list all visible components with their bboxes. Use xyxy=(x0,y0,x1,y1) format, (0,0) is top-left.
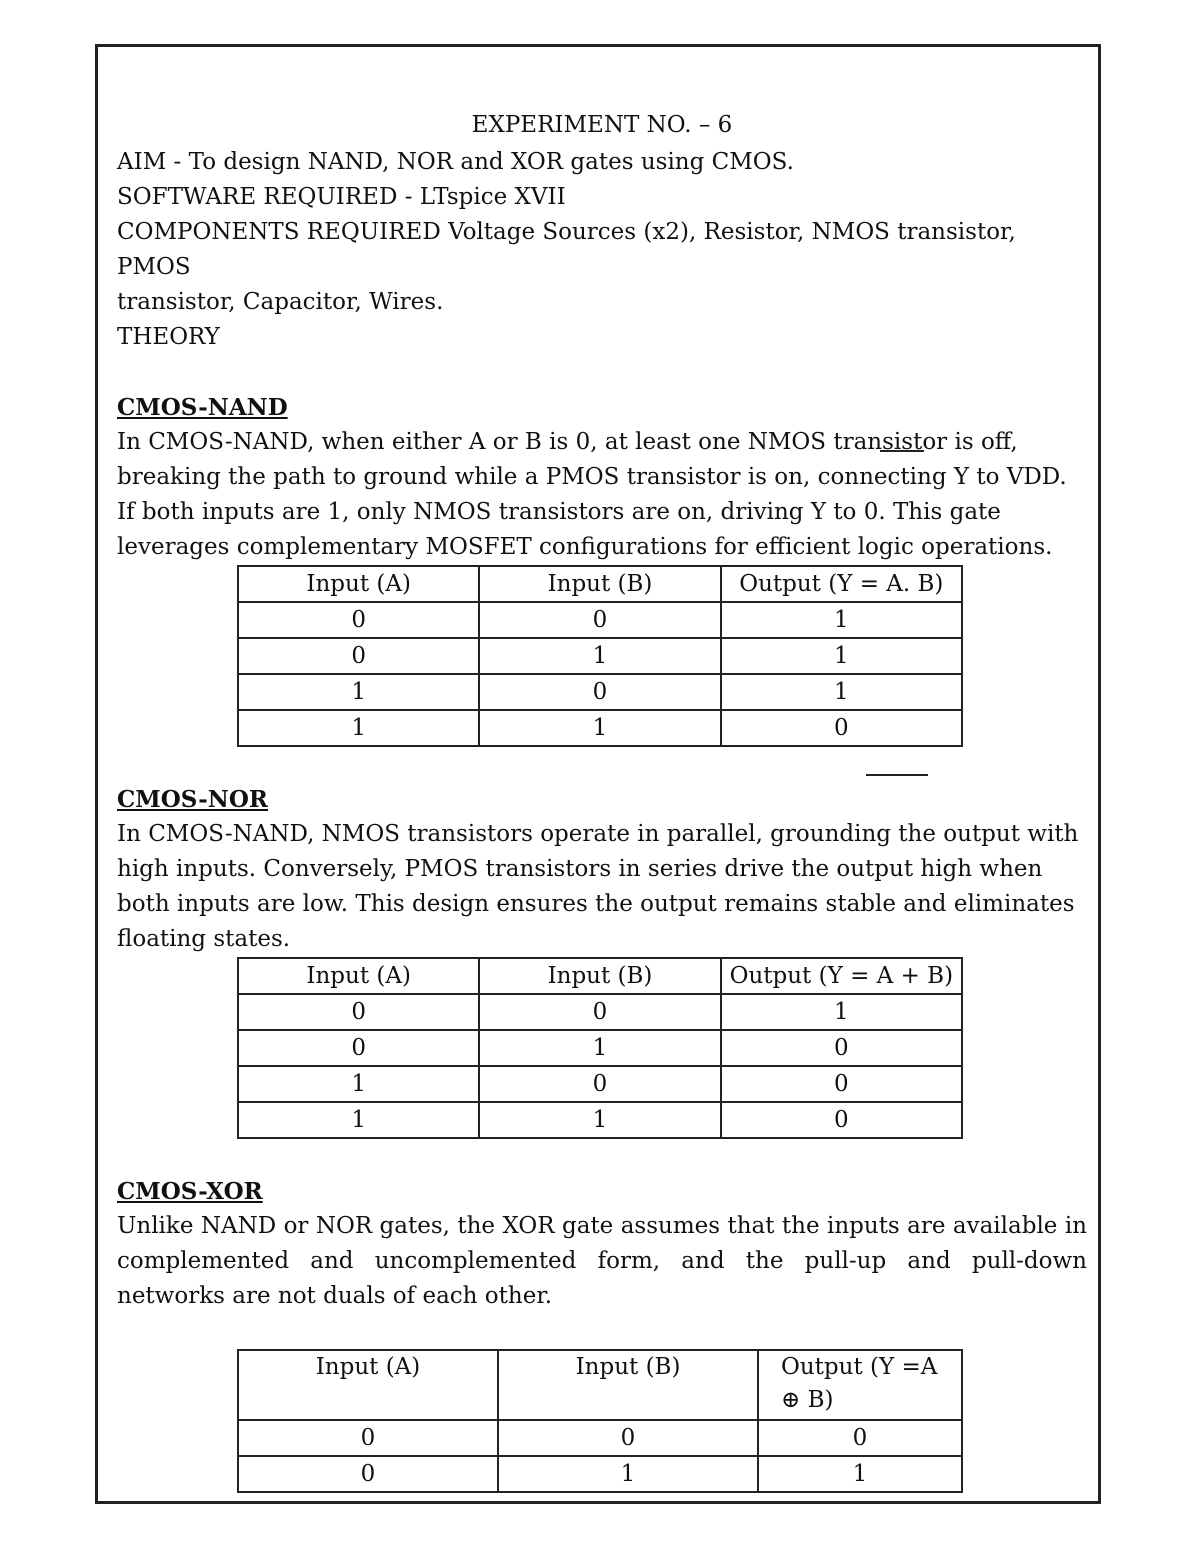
table-cell: 0 xyxy=(721,1102,962,1138)
table-cell: 1 xyxy=(479,638,720,674)
table-header-cell: Input (A) xyxy=(238,566,479,602)
table-cell: 0 xyxy=(479,994,720,1030)
table-cell: 0 xyxy=(238,638,479,674)
table-cell: 1 xyxy=(238,1066,479,1102)
table-header-row xyxy=(238,1350,962,1420)
nand-paragraph: In CMOS-NAND, when either A or B is 0, at least one NMOS transistor is off, breaking the path to ground while a PMOS transistor is on, connecting Y to VDD. If both inputs are 1, only NMOS transistors are on, driving Y to 0. This gate leverages complementary MOSFET configurations for efficient logic operations. xyxy=(117,429,1067,560)
table-cell: 1 xyxy=(479,1030,720,1066)
table-cell: 0 xyxy=(758,1420,962,1456)
table-cell: 0 xyxy=(721,1030,962,1066)
table-row xyxy=(238,1102,962,1138)
table-cell: 1 xyxy=(238,674,479,710)
table-cell: 0 xyxy=(721,710,962,746)
table-cell: 0 xyxy=(479,1066,720,1102)
document-content xyxy=(117,108,1087,1493)
table-cell: 1 xyxy=(498,1456,758,1492)
aim-line: AIM - To design NAND, NOR and XOR gates using CMOS. xyxy=(117,149,794,175)
experiment-title: EXPERIMENT NO. – 6 xyxy=(471,112,733,138)
table-cell: 1 xyxy=(721,638,962,674)
table-cell: 0 xyxy=(238,602,479,638)
table-row xyxy=(238,638,962,674)
components-line-2: transistor, Capacitor, Wires. xyxy=(117,289,444,315)
table-header-cell: Input (A) xyxy=(238,958,479,994)
xor-truth-table xyxy=(237,1349,963,1493)
table-cell: 1 xyxy=(479,1102,720,1138)
table-header-cell: Input (B) xyxy=(479,958,720,994)
table-row xyxy=(238,1066,962,1102)
table-header-cell: Output (Y = A. B) xyxy=(721,566,962,602)
table-header-cell: Output (Y = A + B) xyxy=(721,958,962,994)
nand-truth-table xyxy=(237,565,963,747)
table-row xyxy=(238,674,962,710)
table-row xyxy=(238,710,962,746)
components-line-1: COMPONENTS REQUIRED Voltage Sources (x2), Resistor, NMOS transistor, PMOS xyxy=(117,219,1016,280)
nor-heading: CMOS-NOR xyxy=(117,786,268,813)
xor-heading: CMOS-XOR xyxy=(117,1178,263,1205)
table-row xyxy=(238,602,962,638)
table-cell: 0 xyxy=(238,1420,498,1456)
table-cell: 1 xyxy=(758,1456,962,1492)
table-cell: 1 xyxy=(238,710,479,746)
table-row xyxy=(238,1420,962,1456)
table-cell: 1 xyxy=(238,1102,479,1138)
xor-paragraph: Unlike NAND or NOR gates, the XOR gate assumes that the inputs are available in complemented and uncomplemented form, and the pull-up and pull-down networks are not duals of each other. xyxy=(117,1213,1087,1309)
table-header-row xyxy=(238,566,962,602)
table-cell: 0 xyxy=(479,602,720,638)
table-row xyxy=(238,1456,962,1492)
nor-truth-table xyxy=(237,957,963,1139)
theory-label: THEORY xyxy=(117,324,220,350)
table-header-cell: Input (A) xyxy=(238,1350,498,1420)
table-cell: 0 xyxy=(238,1030,479,1066)
table-cell: 1 xyxy=(721,674,962,710)
table-cell: 0 xyxy=(721,1066,962,1102)
table-cell: 1 xyxy=(721,602,962,638)
table-header-cell: Output (Y =A ⊕ B) xyxy=(758,1350,962,1420)
table-cell: 0 xyxy=(238,994,479,1030)
software-line: SOFTWARE REQUIRED - LTspice XVII xyxy=(117,184,566,210)
table-header-cell: Input (B) xyxy=(479,566,720,602)
table-cell: 0 xyxy=(498,1420,758,1456)
table-cell: 0 xyxy=(479,674,720,710)
table-header-cell: Input (B) xyxy=(498,1350,758,1420)
table-cell: 0 xyxy=(238,1456,498,1492)
nor-paragraph: In CMOS-NAND, NMOS transistors operate in parallel, grounding the output with high inputs. Conversely, PMOS transistors in series drive the output high when both inputs are low. This design ensures the output remains stable and eliminates floating states. xyxy=(117,821,1079,952)
table-row xyxy=(238,994,962,1030)
table-cell: 1 xyxy=(479,710,720,746)
table-header-row xyxy=(238,958,962,994)
table-row xyxy=(238,1030,962,1066)
nand-heading: CMOS-NAND xyxy=(117,394,288,421)
table-cell: 1 xyxy=(721,994,962,1030)
